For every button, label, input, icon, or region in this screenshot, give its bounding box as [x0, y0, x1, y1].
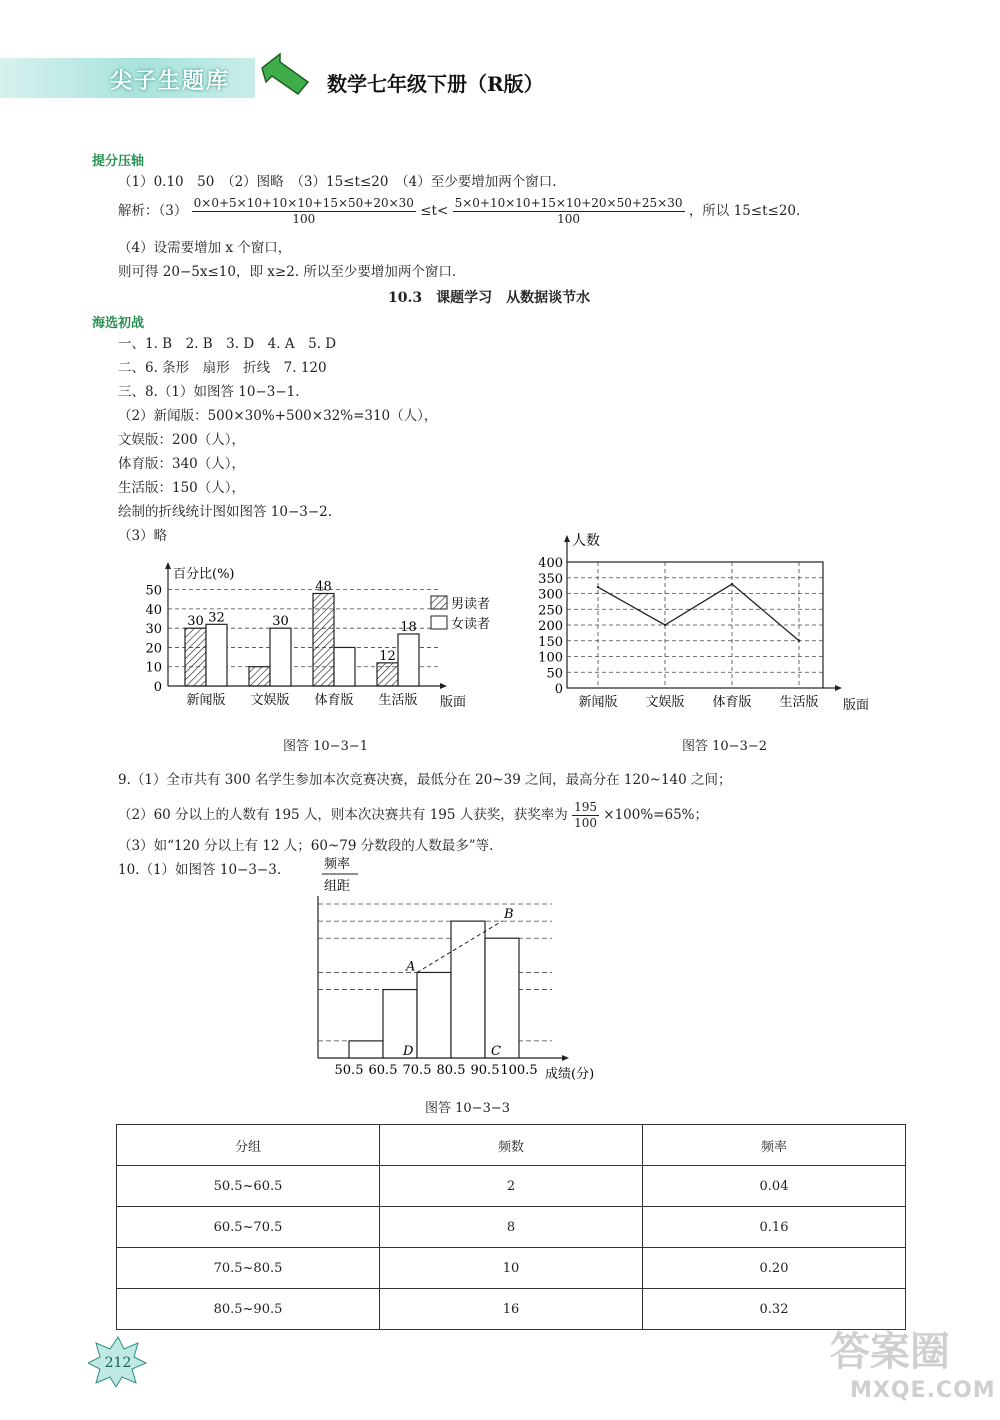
bar-data-label: 12 [379, 648, 396, 664]
y-tick-label: 350 [538, 571, 563, 587]
y-tick-label: 10 [145, 660, 162, 676]
s1-l2-pre: 解析：（3） [118, 203, 188, 219]
s2-line-6: 生活版：150（人）， [118, 480, 246, 496]
point-label-d: D [403, 1044, 414, 1059]
table-cell: 8 [380, 1207, 643, 1248]
s2-line-2: 三、8.（1）如图答 10−3−1. [118, 384, 300, 400]
x-tick-label: 体育版 [712, 695, 752, 710]
x-tick-label: 100.5 [500, 1063, 538, 1078]
s2-line-1: 二、6. 条形 扇形 折线 7. 120 [118, 360, 327, 376]
s1-line2 [118, 196, 800, 227]
s2-line-0: 一、1. B 2. B 3. D 4. A 5. D [118, 336, 337, 352]
fraction-2 [453, 196, 685, 227]
q9-l2-post: ×100%=65%； [603, 807, 708, 823]
table-cell: 0.32 [643, 1289, 906, 1330]
table-cell: 10 [380, 1248, 643, 1289]
s2-line-5: 体育版：340（人）， [118, 456, 246, 472]
x-tick-label: 生活版 [779, 695, 819, 710]
y-tick-label: 150 [538, 634, 563, 650]
q9-l2-pre: （2）60 分以上的人数有 195 人，则本次决赛共有 195 人获奖，获奖率为 [118, 807, 568, 823]
histogram-bar [485, 938, 519, 1058]
point-label-a: A [406, 959, 416, 975]
fraction-2-num: 5×0+10×10+15×10+20×50+25×30 [454, 196, 683, 210]
y-tick-label: 20 [145, 641, 162, 657]
s2-line-3: （2）新闻版：500×30%+500×32%=310（人）， [118, 408, 438, 424]
s1-line3: （4）设需要增加 x 个窗口， [118, 240, 292, 256]
s2-line-8: （3）略 [118, 528, 168, 544]
watermark: 答案圈 [830, 1329, 950, 1375]
table-row [117, 1166, 906, 1207]
bar-male [377, 663, 398, 686]
y-tick-label: 200 [538, 619, 563, 634]
bar-male [313, 593, 334, 686]
y-axis-label-bottom: 组距 [324, 879, 351, 894]
fraction-q9-den: 100 [574, 816, 597, 830]
bar-male [249, 667, 270, 686]
q9-line3: （3）如“120 分以上有 12 人；60~79 分数段的人数最多”等. [118, 838, 494, 854]
bar-male [185, 628, 206, 686]
table-cell: 16 [380, 1289, 643, 1330]
x-tick-label: 新闻版 [186, 693, 226, 708]
x-axis-arrow [562, 1055, 569, 1061]
x-axis-arrow [835, 685, 842, 691]
data-point [664, 624, 666, 626]
chart-bar-percent [140, 555, 520, 720]
page-number: 212 [104, 1355, 132, 1371]
x-tick-label: 生活版 [378, 693, 418, 708]
bar-data-label: 32 [208, 610, 225, 626]
table-header-cell: 频数 [380, 1125, 643, 1166]
arrow-icon [258, 52, 312, 100]
x-tick-label: 新闻版 [578, 695, 618, 710]
lesson-title: 10.3 课题学习 从数据谈节水 [388, 290, 591, 306]
x-tick-label: 体育版 [314, 693, 354, 708]
fraction-q9-num: 195 [574, 800, 597, 814]
table-cell: 0.16 [643, 1207, 906, 1248]
x-tick-label: 50.5 [334, 1063, 364, 1078]
table-cell: 50.5~60.5 [117, 1166, 380, 1207]
y-axis-label: 百分比(%) [173, 567, 235, 582]
s1-l2-mid: ≤t< [420, 203, 449, 219]
table-row [117, 1289, 906, 1330]
table-header-row [117, 1125, 906, 1166]
data-line [598, 584, 799, 641]
s2-line-7: 绘制的折线统计图如图答 10−3−2. [118, 504, 333, 520]
x-tick-label: 文娱版 [645, 695, 685, 710]
watermark-url: MXQE.COM [850, 1378, 996, 1403]
x-axis-arrow [440, 683, 447, 689]
chart-line-people [525, 528, 885, 718]
table-row [117, 1248, 906, 1289]
caption-chart-1: 图答 10−3−1 [283, 739, 369, 754]
s2-line-4: 文娱版：200（人）， [118, 432, 246, 448]
header-badge: 尖子生题库 [110, 69, 231, 94]
point-label-c: C [491, 1044, 501, 1059]
caption-chart-2: 图答 10−3−2 [682, 739, 768, 754]
section-label-haixuan: 海选初战 [92, 316, 145, 331]
x-tick-label: 文娱版 [250, 693, 290, 708]
data-point [597, 586, 599, 588]
table-cell: 60.5~70.5 [117, 1207, 380, 1248]
data-point [798, 640, 800, 642]
s1-l2-post: ，所以 15≤t≤20. [688, 203, 801, 219]
bar-female [206, 624, 227, 686]
y-axis-label: 人数 [572, 533, 600, 549]
bar-female [270, 628, 291, 686]
legend-swatch [431, 616, 447, 629]
chart-histogram [300, 852, 620, 1084]
point-label-b: B [504, 907, 514, 923]
table-cell: 2 [380, 1166, 643, 1207]
y-tick-label: 30 [145, 622, 162, 638]
fraction-1 [192, 196, 416, 227]
fraction-1-num: 0×0+5×10+10×10+15×50+20×30 [193, 196, 414, 210]
histogram-bar [417, 972, 451, 1058]
x-tick-label: 70.5 [402, 1063, 432, 1078]
section-label-tifen: 提分压轴 [92, 154, 145, 169]
table-cell: 0.20 [643, 1248, 906, 1289]
legend-label: 女读者 [451, 617, 491, 632]
table-header-cell: 频率 [643, 1125, 906, 1166]
bar-female [334, 647, 355, 686]
q10-line1: 10.（1）如图答 10−3−3. [118, 862, 282, 878]
fraction-q9 [572, 800, 599, 831]
y-axis-arrow [165, 562, 171, 569]
x-tick-label: 60.5 [368, 1063, 398, 1078]
bar-data-label: 30 [187, 614, 204, 630]
bar-female [398, 634, 419, 686]
y-axis-label-top: 频率 [324, 857, 351, 872]
data-point [731, 583, 733, 585]
y-tick-label: 300 [538, 587, 563, 603]
y-tick-label: 0 [554, 682, 563, 697]
caption-chart-3: 图答 10−3−3 [425, 1101, 511, 1116]
s1-line1: （1）0.10 50 （2）图略 （3）15≤t≤20 （4）至少要增加两个窗口. [118, 174, 557, 190]
table-cell: 80.5~90.5 [117, 1289, 380, 1330]
y-axis-arrow [564, 535, 570, 542]
bar-data-label: 30 [272, 614, 289, 630]
page-number-badge [88, 1335, 148, 1387]
bar-data-label: 48 [315, 579, 332, 595]
y-tick-label: 50 [546, 666, 563, 682]
y-tick-label: 40 [145, 602, 162, 618]
fraction-1-den: 100 [292, 212, 316, 226]
bar-data-label: 18 [400, 619, 417, 635]
y-tick-label: 400 [538, 556, 563, 571]
legend-swatch [431, 596, 447, 609]
legend-label: 男读者 [451, 597, 491, 612]
x-tick-label: 80.5 [436, 1063, 466, 1078]
x-tick-label: 90.5 [470, 1063, 500, 1078]
y-tick-label: 100 [538, 650, 563, 666]
frequency-table [116, 1124, 906, 1330]
table-cell: 70.5~80.5 [117, 1248, 380, 1289]
q9-line2 [118, 800, 708, 831]
x-axis-label: 成绩(分) [545, 1067, 595, 1082]
table-row [117, 1207, 906, 1248]
table-header-cell: 分组 [117, 1125, 380, 1166]
histogram-bar [349, 1041, 383, 1058]
fraction-2-den: 100 [557, 212, 580, 226]
y-tick-label: 250 [538, 603, 563, 619]
s1-line4: 则可得 20−5x≤10，即 x≥2. 所以至少要增加两个窗口. [118, 264, 457, 280]
book-title: 数学七年级下册（R版） [327, 72, 544, 96]
x-axis-label: 版面 [440, 695, 467, 710]
y-tick-label: 0 [153, 680, 162, 695]
table-cell: 0.04 [643, 1166, 906, 1207]
y-tick-label: 50 [145, 583, 162, 599]
q9-line1: 9.（1）全市共有 300 名学生参加本次竞赛决赛，最低分在 20~39 之间，最高分在 120~140 之间； [118, 772, 732, 788]
x-axis-label: 版面 [843, 698, 870, 713]
